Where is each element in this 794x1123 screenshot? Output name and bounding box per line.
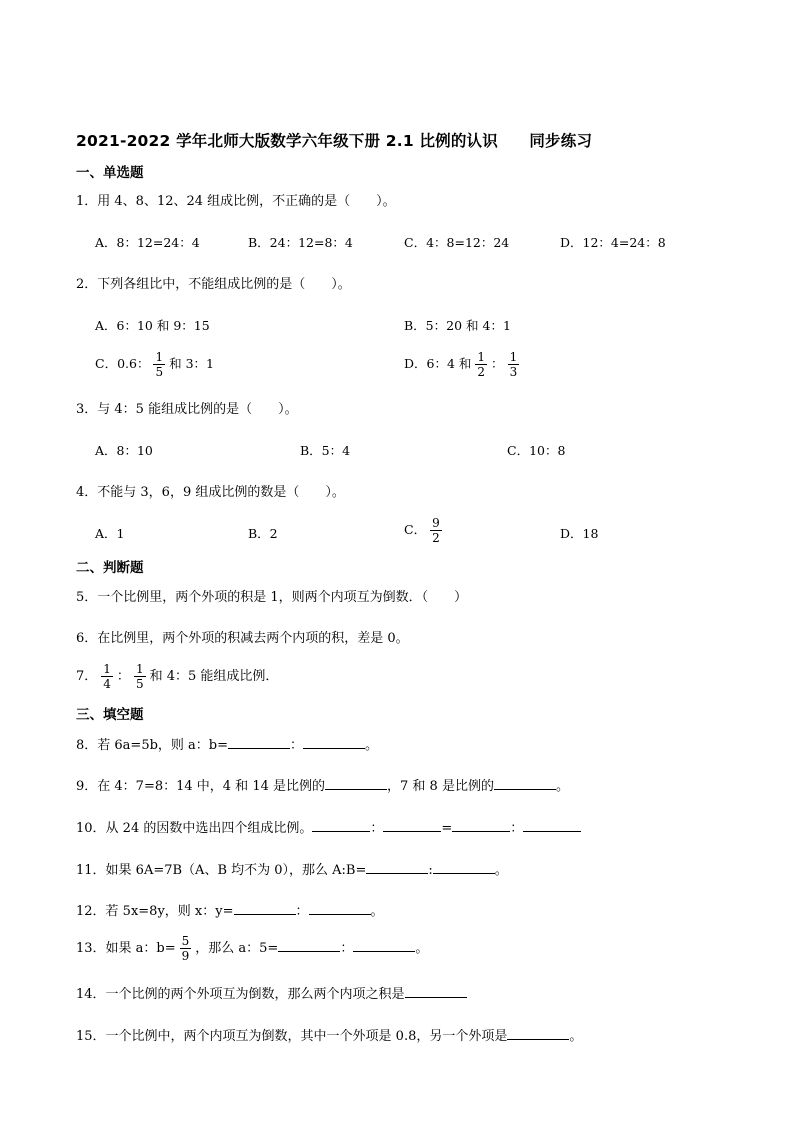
answer-blank[interactable] xyxy=(433,860,495,874)
question-3-option-c[interactable]: C．10：8 xyxy=(507,443,566,458)
question-4-option-c[interactable] xyxy=(404,516,446,545)
fraction: $\frac{1}{5}$ xyxy=(135,662,144,691)
question-7-stem xyxy=(76,662,278,691)
option-c-suffix: 和 3：1 xyxy=(169,356,214,371)
answer-blank[interactable] xyxy=(303,735,365,749)
answer-blank[interactable] xyxy=(353,938,415,952)
question-4-option-b[interactable]: B．2 xyxy=(248,526,278,541)
answer-blank[interactable] xyxy=(507,1026,569,1040)
answer-blank[interactable] xyxy=(452,818,510,832)
question-3-option-b[interactable]: B．5：4 xyxy=(300,443,351,458)
question-1-stem: 1．用 4、8、12、24 组成比例，不正确的是（ ）。 xyxy=(76,194,396,209)
question-2-stem: 2．下列各组比中，不能组成比例的是（ ）。 xyxy=(76,277,351,292)
answer-blank[interactable] xyxy=(325,776,387,790)
question-1-option-d[interactable]: D．12：4=24：8 xyxy=(560,235,666,250)
question-2-option-c[interactable] xyxy=(95,350,214,379)
answer-blank[interactable] xyxy=(228,735,290,749)
question-15-stem: 15．一个比例中，两个内项互为倒数，其中一个外项是 0.8，另一个外项是 。 xyxy=(76,1026,582,1046)
fraction: $\frac{9}{2}$ xyxy=(432,516,440,545)
answer-blank[interactable] xyxy=(234,901,296,915)
question-12-stem: 12．若 5x=8y，则 x：y= ： 。 xyxy=(76,901,384,921)
question-2-option-d[interactable] xyxy=(404,350,523,379)
fraction: $\frac{1}{3}$ xyxy=(509,350,518,379)
question-2-option-a[interactable]: A．6：10 和 9：15 xyxy=(95,318,210,333)
question-4-option-d[interactable]: D．18 xyxy=(560,526,599,541)
answer-blank[interactable] xyxy=(278,938,340,952)
section-heading-true-false: 二、判断题 xyxy=(76,560,144,576)
question-8-stem: 8．若 6a=5b，则 a：b= ： 。 xyxy=(76,735,378,755)
question-4-stem: 4．不能与 3，6，9 组成比例的数是（ ）。 xyxy=(76,485,345,500)
question-2-option-b[interactable]: B．5：20 和 4：1 xyxy=(404,318,511,333)
question-9-stem: 9．在 4：7=8：14 中，4 和 14 是比例的 ，7 和 8 是比例的 。 xyxy=(76,776,569,796)
answer-blank[interactable] xyxy=(312,818,370,832)
question-3-option-a[interactable]: A．8：10 xyxy=(95,443,153,458)
fraction: $\frac{1}{5}$ xyxy=(155,350,164,379)
fraction: $\frac{1}{2}$ xyxy=(477,350,486,379)
answer-blank[interactable] xyxy=(383,818,441,832)
answer-blank[interactable] xyxy=(366,860,428,874)
question-1-option-c[interactable]: C．4：8=12：24 xyxy=(404,235,510,250)
question-7-text: 和 4：5 能组成比例． xyxy=(149,669,279,684)
answer-blank[interactable] xyxy=(523,818,581,832)
fraction: $\frac{5}{9}$ xyxy=(181,934,190,963)
question-11-stem: 11．如果 6A=7B（A、B 均不为 0），那么 A:B= : 。 xyxy=(76,860,508,880)
option-c-prefix: C．0.6： xyxy=(95,356,150,371)
question-14-stem: 14．一个比例的两个外项互为倒数，那么两个内项之积是 xyxy=(76,984,467,1004)
ratio-colon: ： xyxy=(116,669,130,684)
fraction: $\frac{1}{4}$ xyxy=(103,662,111,691)
page-title: 2021-2022 学年北师大版数学六年级下册 2.1 比例的认识 同步练习 xyxy=(76,132,593,150)
question-10-stem: 10．从 24 的因数中选出四个组成比例。 ： = ： xyxy=(76,818,581,838)
option-c-prefix: C． xyxy=(404,522,427,537)
question-4-option-a[interactable]: A．1 xyxy=(95,526,125,541)
question-5-stem: 5．一个比例里，两个外项的积是 1，则两个内项互为倒数．（ ） xyxy=(76,590,468,605)
question-3-stem: 3．与 4：5 能组成比例的是（ ）。 xyxy=(76,402,298,417)
answer-blank[interactable] xyxy=(309,901,371,915)
question-1-option-a[interactable]: A．8：12=24：4 xyxy=(95,235,200,250)
section-heading-fill-blank: 三、填空题 xyxy=(76,707,144,723)
question-1-option-b[interactable]: B．24：12=8：4 xyxy=(248,235,353,250)
question-6-stem: 6．在比例里，两个外项的积减去两个内项的积，差是 0。 xyxy=(76,631,409,646)
ratio-colon: ： xyxy=(491,356,504,371)
answer-blank[interactable] xyxy=(494,776,556,790)
option-d-prefix: D．6：4 和 xyxy=(404,356,472,371)
question-number: 7． xyxy=(76,669,98,684)
section-heading-single-choice: 一、单选题 xyxy=(76,165,144,181)
answer-blank[interactable] xyxy=(405,984,467,998)
question-13-stem: 13．如果 a：b= $\frac{5}{9}$ ，那么 a：5= ： 。 xyxy=(76,934,429,963)
